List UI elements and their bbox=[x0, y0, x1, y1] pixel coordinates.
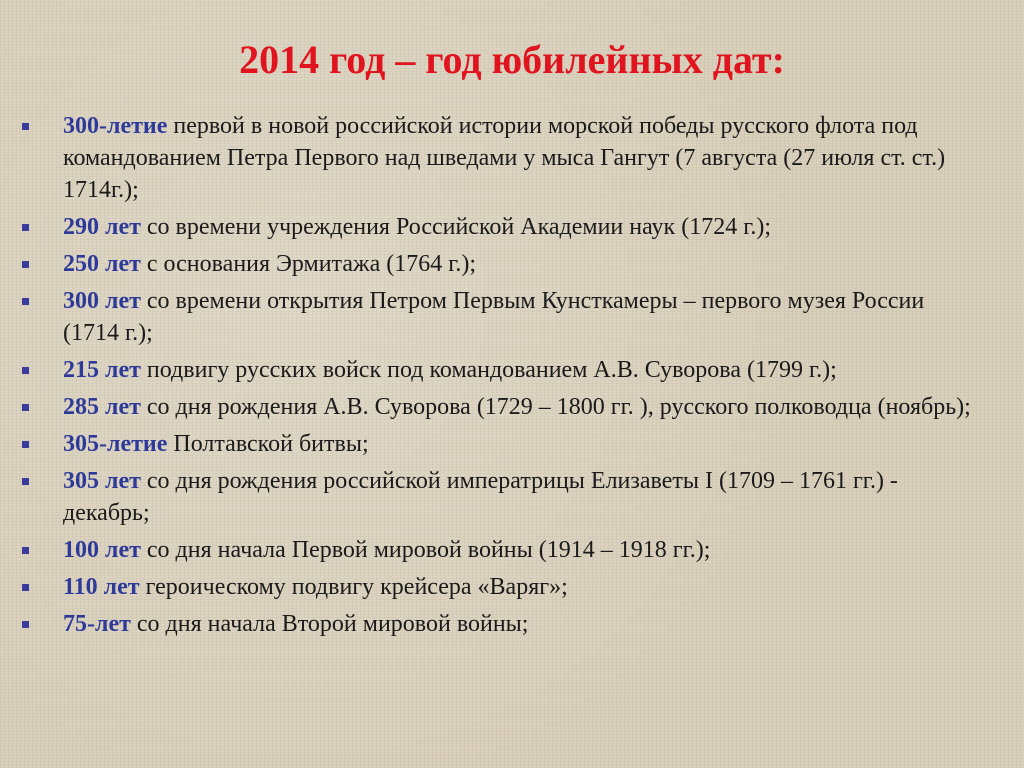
list-item bbox=[22, 428, 972, 460]
list-item bbox=[22, 608, 972, 640]
anniversary-list bbox=[22, 110, 972, 645]
square-bullet-icon bbox=[22, 224, 29, 231]
item-text: подвигу русских войск под командованием А.В. Суворова (1799 г.); bbox=[140, 357, 837, 383]
item-text: со дня начала Второй мировой войны; bbox=[130, 611, 529, 637]
square-bullet-icon bbox=[22, 367, 29, 374]
item-highlight: 215 лет bbox=[63, 357, 141, 383]
list-item bbox=[22, 211, 972, 243]
list-item bbox=[22, 285, 972, 349]
square-bullet-icon bbox=[22, 478, 29, 485]
item-text: со времени открытия Петром Первым Кунсткамеры – первого музея России (1714 г.); bbox=[63, 288, 925, 346]
item-highlight: 305 лет bbox=[63, 468, 141, 494]
list-item bbox=[22, 465, 972, 529]
item-text: со дня начала Первой мировой войны (1914 – 1918 гг.); bbox=[140, 537, 711, 563]
square-bullet-icon bbox=[22, 547, 29, 554]
item-highlight: 250 лет bbox=[63, 251, 141, 277]
item-highlight: 305-летие bbox=[63, 431, 168, 457]
list-item bbox=[22, 110, 972, 206]
list-item bbox=[22, 571, 972, 603]
item-highlight: 285 лет bbox=[63, 394, 141, 420]
list-item bbox=[22, 248, 972, 280]
list-item bbox=[22, 391, 972, 423]
square-bullet-icon bbox=[22, 584, 29, 591]
square-bullet-icon bbox=[22, 298, 29, 305]
item-highlight: 110 лет bbox=[63, 574, 140, 600]
square-bullet-icon bbox=[22, 123, 29, 130]
square-bullet-icon bbox=[22, 441, 29, 448]
item-highlight: 100 лет bbox=[63, 537, 141, 563]
square-bullet-icon bbox=[22, 404, 29, 411]
item-highlight: 75-лет bbox=[63, 611, 131, 637]
item-text: со дня рождения А.В. Суворова (1729 – 1800 гг. ), русского полководца (ноябрь); bbox=[140, 394, 971, 420]
item-text: героическому подвигу крейсера «Варяг»; bbox=[139, 574, 568, 600]
item-highlight: 300-летие bbox=[63, 113, 168, 139]
square-bullet-icon bbox=[22, 621, 29, 628]
item-text: первой в новой российской истории морской победы русского флота под командованием Петра Первого над шведами у мыса Гангут (7 августа (27 июля ст. ст.) 1714г.); bbox=[63, 113, 946, 203]
slide-title: 2014 год – год юбилейных дат: bbox=[239, 37, 785, 82]
item-text: со дня рождения российской императрицы Елизаветы I (1709 – 1761 гг.) - декабрь; bbox=[63, 468, 898, 526]
list-item bbox=[22, 354, 972, 386]
item-text: со времени учреждения Российской Академии наук (1724 г.); bbox=[140, 214, 771, 240]
list-item bbox=[22, 534, 972, 566]
item-text: с основания Эрмитажа (1764 г.); bbox=[140, 251, 477, 277]
item-highlight: 300 лет bbox=[63, 288, 141, 314]
item-highlight: 290 лет bbox=[63, 214, 141, 240]
square-bullet-icon bbox=[22, 261, 29, 268]
item-text: Полтавской битвы; bbox=[167, 431, 369, 457]
